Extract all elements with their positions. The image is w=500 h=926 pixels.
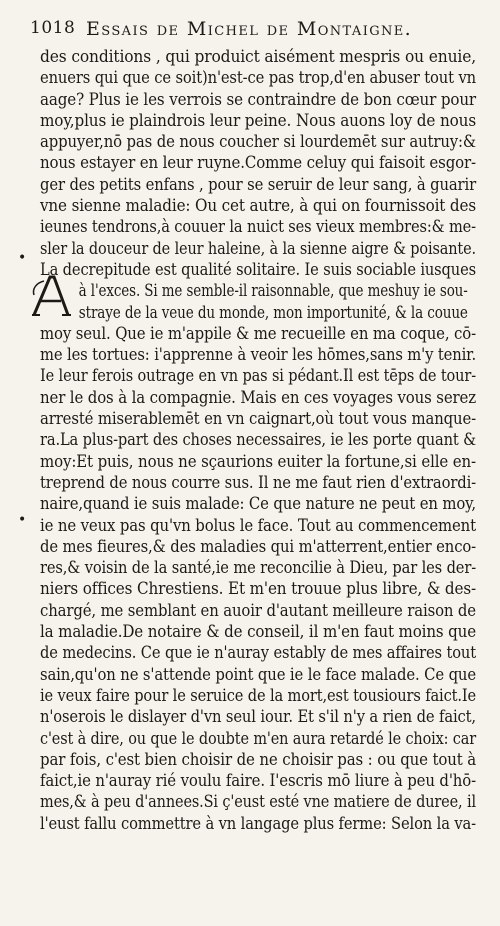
text-line: treprend de nous courre sus. Il ne me faut rien d'extraordi- [40,472,477,492]
text-line: ra.La plus-part des choses necessaires, ie les porte quant & [40,430,477,450]
margin-marker: • [18,512,27,528]
text-line: niers offices Chrestiens. Et m'en trouue plus libre, & des- [40,579,477,599]
page-number: 1018 [30,18,76,38]
text-line: arresté miserablemēt en vn caignart,où tout vous manque- [40,409,477,429]
text-line: ner le dos à la compagnie. Mais en ces voyages vous serez [40,387,476,407]
text-line: nous estayer en leur ruyne.Comme celuy qui faisoit esgor- [40,153,476,173]
text-line: appuyer,nō pas de nous coucher si lourdemēt sur autruy:& [40,132,476,152]
text-line: enuers qui que ce soit)n'est-ce pas trop,d'en abuser tout vn [40,68,476,88]
text-line: n'oserois le dislayer d'vn seul iour. Et s'il n'y a rien de faict, [40,707,476,727]
text-line: mes,& à peu d'annees.Si ç'eust esté vne matiere de duree, il [40,792,476,812]
text-line: moy:Et puis, nous ne sçaurions euiter la fortune,si elle en- [40,451,476,471]
text-line: sain,qu'on ne s'attende point que ie le face malade. Ce que [40,664,476,684]
text-line: Ie leur ferois outrage en vn pas si pédant.Il est tēps de tour- [40,366,476,386]
text-line: me les tortues: i'apprenne à veoir les hōmes,sans m'y tenir. [40,345,477,365]
text-line: c'est à dire, ou que le doubte m'en aura retardé le choix: car [40,728,476,748]
text-line: moy,plus ie plaindrois leur peine. Nous auons loy de nous [40,110,477,130]
text-line: la maladie.De notaire & de conseil, il m'en faut moins que [40,622,477,642]
text-line: straye de la veue du monde, mon importunité, & la couue [78,302,468,322]
running-title: Essais de Michel de Montaigne. [86,18,413,40]
text-line: ieunes tendrons,à couuer la nuict ses vieux membres:& me- [40,217,476,237]
margin-marker: • [18,250,27,266]
text-line: ger des petits enfans , pour se seruir de leur sang, à guarir [40,174,477,194]
text-line: naire,quand ie suis malade: Ce que nature ne peut en moy, [40,494,477,514]
text-line: chargé, me semblant en auoir d'autant meilleure raison de [40,600,476,620]
text-line: vne sienne maladie: Ou cet autre, à qui on fournissoit des [40,196,476,216]
text-line: moy seul. Que ie m'appile & me recueille en ma coque, cō- [40,323,476,343]
running-header [30,18,470,44]
body-text [40,46,476,834]
text-line: res,& voisin de la santé,ie me reconcilie à Dieu, par les der- [40,558,477,578]
text-line: La decrepitude est qualité solitaire. Ie suis sociable iusques [40,259,476,279]
text-line: des conditions , qui produict aisément mespris ou enuie, [40,47,476,66]
text-line: faict,ie n'auray rié voulu faire. I'escris mō liure à peu d'hō- [40,771,477,791]
text-line: aage? Plus ie les verrois se contraindre de bon cœur pour [40,89,476,109]
text-line: de mes fieures,& des maladies qui m'atterrent,entier enco- [40,536,477,556]
text-line: de medecins. Ce que ie n'auray estably de mes affaires tout [40,643,476,663]
text-line: ie veux faire pour le seruice de la mort,est tousiours faict.Ie [40,685,476,705]
text-line: par fois, c'est bien choisir de ne choisir pas : ou que tout à [40,749,477,769]
text-line: l'eust fallu commettre à vn langage plus ferme: Selon la va- [40,813,477,833]
text-line: à l'exces. Si me semble-il raisonnable, que meshuy ie sou- [78,281,468,301]
text-line: ie ne veux pas qu'vn bolus le face. Tout au commencement [40,515,477,535]
text-line: sler la douceur de leur haleine, à la sienne aigre & poisante. [40,238,477,258]
